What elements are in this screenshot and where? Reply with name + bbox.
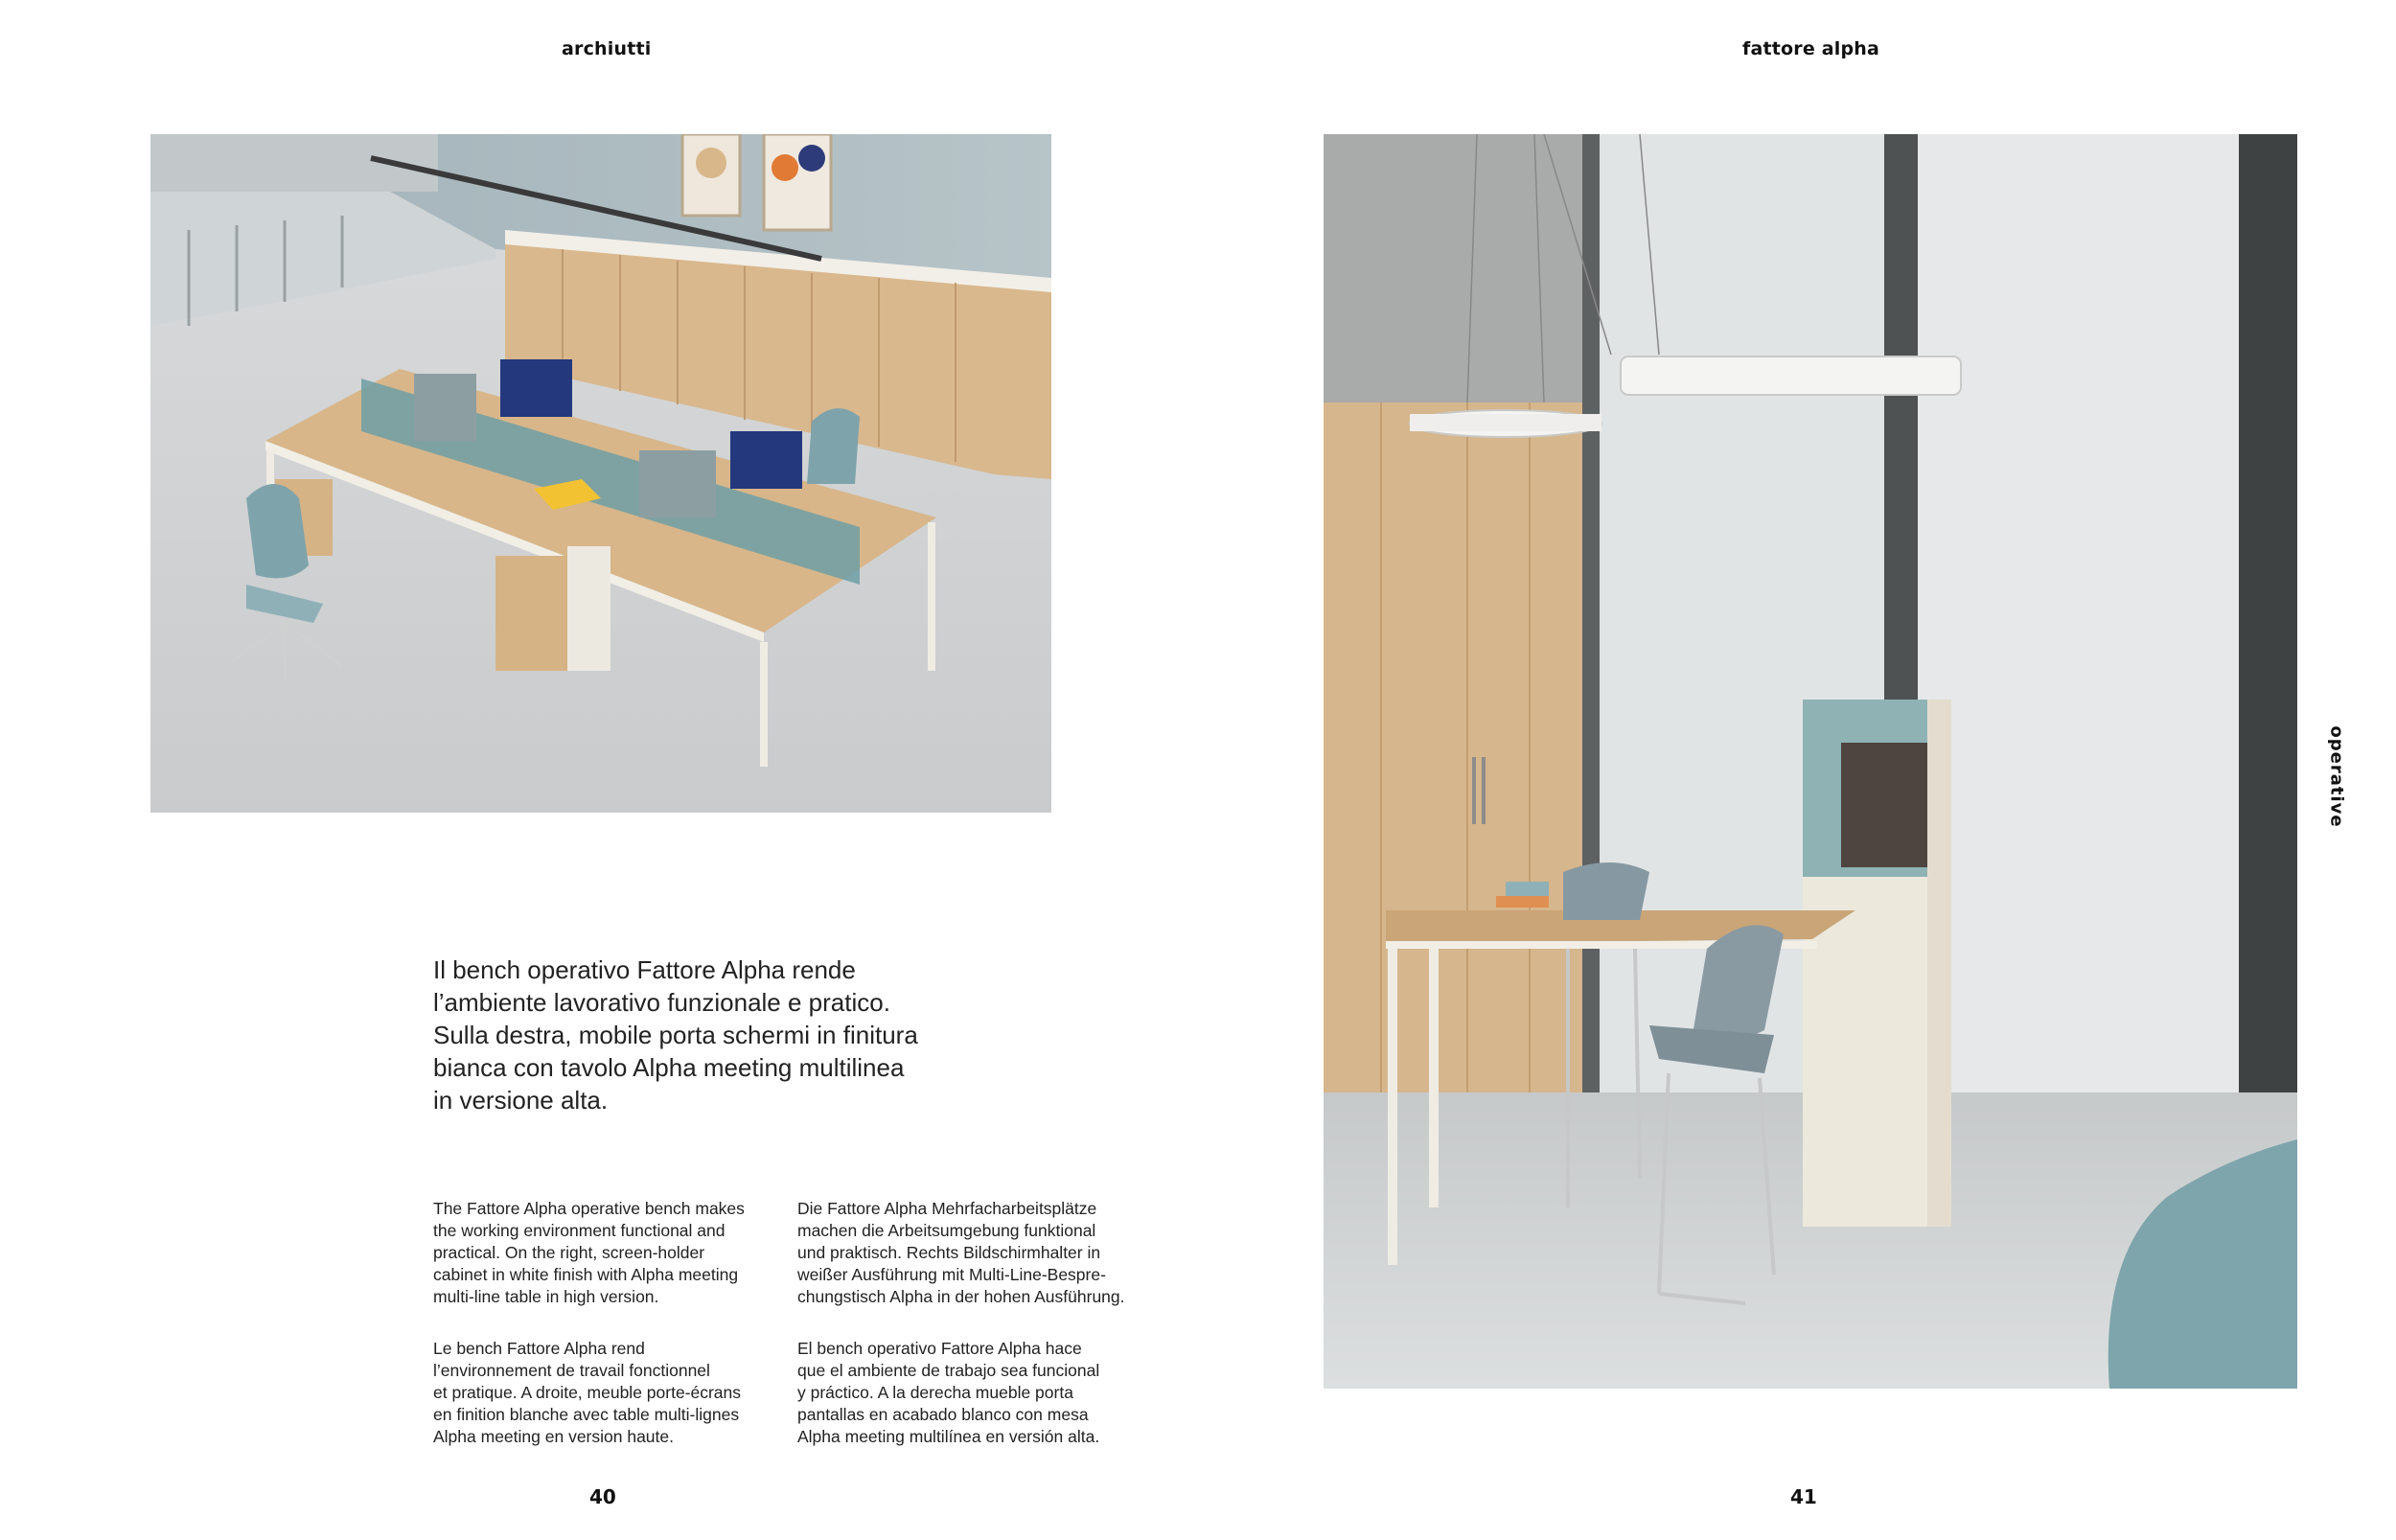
running-header-right: fattore alpha: [1742, 38, 1880, 59]
bench-office-photo: [150, 134, 1051, 813]
caption-german: Die Fattore Alpha Mehrfacharbeitsplätze machen die Arbeitsumgebung funktional und praktisch. Rechts Bildschirmhalter in weißer Ausführung mit Multi-Line-Bespre- chungstisch Alpha in der hohen Ausführung.: [797, 1199, 1125, 1306]
caption-english: The Fattore Alpha operative bench makes the working environment functional and practical. On the right, screen-holder cabinet in white finish with Alpha meeting multi-line table in high version.: [433, 1199, 745, 1306]
section-label-operative: operative: [2326, 725, 2347, 828]
page-number-left: 40: [589, 1485, 616, 1508]
caption-french: Le bench Fattore Alpha rend l’environnement de travail fonctionnel et pratique. A droite, meuble porte-écrans en finition blanche avec table multi-lignes Alpha meeting en version haute.: [433, 1339, 742, 1446]
lead-description: Il bench operativo Fattore Alpha rende l’ambiente lavorativo funzionale e pratico. Sulla destra, mobile porta schermi in finitura bianca con tavolo Alpha meeting multilinea in versione alta.: [433, 955, 918, 1115]
page-number-right: 41: [1790, 1485, 1817, 1508]
caption-spanish: El bench operativo Fattore Alpha hace que el ambiente de trabajo sea funcional y práctico. A la derecha mueble porta pantallas en acabado blanco con mesa Alpha meeting multilínea en versión alta.: [797, 1339, 1100, 1446]
screen-holder-meeting-photo: [1324, 134, 2297, 1389]
running-header-left: archiutti: [562, 38, 652, 59]
